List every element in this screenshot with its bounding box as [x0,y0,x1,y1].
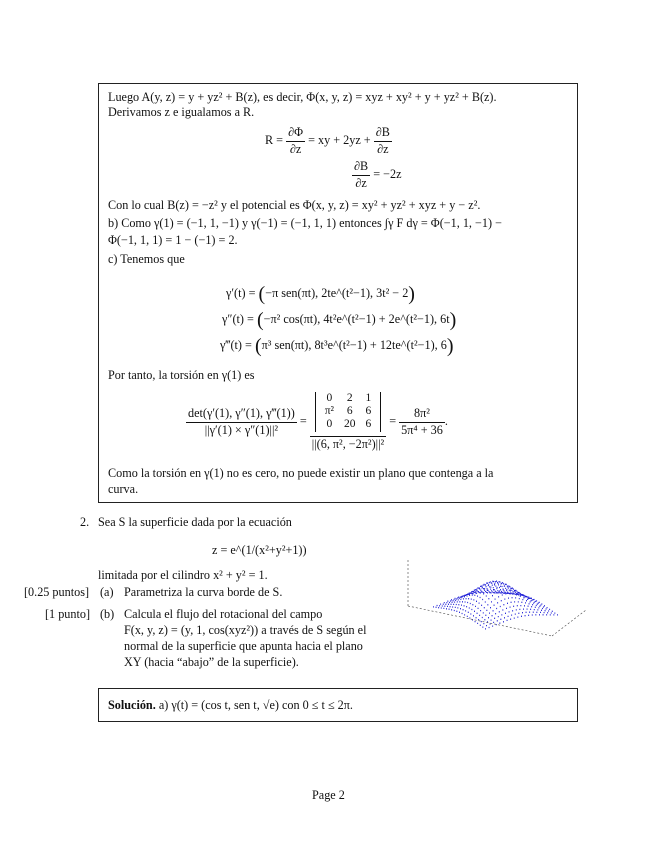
matrix-cell: π² [324,405,334,418]
matrix-cell: 6 [346,405,353,418]
part-b-text: XY (hacia “abajo” de la superficie). [124,655,299,669]
part-a-label: (a) [100,585,114,599]
solution-label: Solución. [108,698,156,712]
problem-number: 2. [80,515,90,529]
plot-axis [552,610,586,636]
problem-intro: Sea S la superficie dada por la ecuación [98,515,292,529]
part-b-label: (b) [100,607,115,621]
equation-db: $\frac{\partial B}{\partial z}$ = −2z [354,159,402,190]
text-line: Con lo cual B(z) = −z² y el potencial es Φ(x, y, z) = xy² + yz² + xyz + y − z². [108,198,481,212]
derivative-1: γ′(t) = (−π sen(πt), 2te^(t²−1), 3t² − 2) [226,283,415,305]
page-number: Page 2 [312,788,345,802]
text-line: Φ(−1, 1, 1) = 1 − (−1) = 2. [108,233,238,247]
solution-text [108,698,353,714]
problem-limit: limitada por el cilindro x² + y² = 1. [98,568,268,582]
part-b-text: Calcula el flujo del rotacional del campo [124,607,323,621]
text-line: c) Tenemos que [108,252,185,266]
part-b-text: F(x, y, z) = (y, 1, cos(xyz²)) a través de S según el [124,623,367,637]
text-line: Derivamos z e igualamos a R. [108,105,255,119]
text-line: curva. [108,482,139,496]
matrix-cell: 0 [326,418,333,431]
torsion-equation: $\frac{\det(\gamma'(1), \gamma''(1), \gamma‴(1))}{\text{||γ′(1) × γ″(1)||²}}$ = 0 2 1 π² 6 6 0 20 6 ||(6, π², −2π²)||² = $\frac{\text{8π²}}{\text{5π⁴ + 36}}$ . [188,392,448,452]
part-b-text: normal de la superficie que apunta hacia el plano [124,639,363,653]
part-a-points: [0.25 puntos] [24,585,89,599]
text-line: Como la torsión en γ(1) no es cero, no puede existir un plano que contenga a la [108,466,494,480]
part-a-text: Parametriza la curva borde de S. [124,585,283,599]
text-line: b) Como γ(1) = (−1, 1, −1) y γ(−1) = (−1, 1, 1) entonces ∫γ F dγ = Φ(−1, 1, −1) − [108,216,502,230]
matrix-cell: 0 [326,392,333,404]
derivative-2: γ″(t) = (−π² cos(πt), 4t²e^(t²−1) + 2e^(t²−1), 6t) [222,309,457,331]
derivative-3: γ‴(t) = (π³ sen(πt), 8t³e^(t²−1) + 12te^(t²−1), 6) [220,335,454,357]
solution-answer: a) γ(t) = (cos t, sen t, √e) con 0 ≤ t ≤ 2π. [158,698,353,712]
matrix-cell: 6 [365,418,372,431]
matrix-cell: 2 [346,392,353,404]
matrix-cell: 20 [343,418,356,431]
matrix-cell: 6 [365,405,372,418]
plot-axis [408,606,552,636]
part-b-points: [1 punto] [45,607,91,621]
surface-mesh [433,581,558,629]
equation-r: R = $\frac{\partial\Phi}{\partial z}$ = xy + 2yz + $\frac{\partial B}{\partial z}$ [265,125,390,156]
text-line: Por tanto, la torsión en γ(1) es [108,368,255,382]
surface-plot-image [402,540,588,640]
matrix-cell: 1 [365,392,372,404]
surface-formula: z = e^(1/(x²+y²+1)) [212,543,307,557]
text-line: Luego A(y, z) = y + yz² + B(z), es decir, Φ(x, y, z) = xyz + xy² + y + yz² + B(z). [108,90,497,104]
